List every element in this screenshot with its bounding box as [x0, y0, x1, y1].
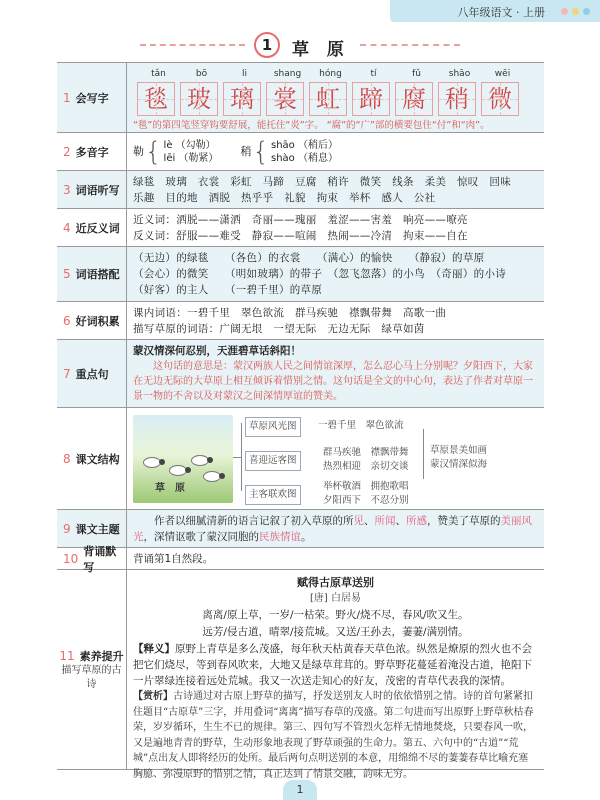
row-label — [57, 510, 127, 547]
row-key-sentence — [57, 340, 544, 408]
row-label — [57, 544, 127, 574]
pinyin: wēi — [494, 69, 511, 79]
connector — [233, 457, 241, 458]
row-title: 会写字 — [75, 91, 109, 105]
lesson-name: 草 原 — [292, 40, 350, 60]
study-table — [57, 62, 544, 780]
dictation-line: 绿毯 玻璃 衣裳 彩虹 马蹄 豆腐 稍许 微笑 线条 柔美 惊叹 回味 — [133, 176, 511, 188]
structure-phrase: 热烈相迎 亲切交谈 — [323, 461, 409, 472]
row-collocations — [57, 247, 544, 302]
char-box: 蹄 — [352, 82, 390, 116]
row-content — [127, 171, 544, 208]
poem-appreciation — [133, 689, 538, 782]
theme-highlight: 所感 — [406, 515, 427, 527]
row-title: 素养提升 — [79, 649, 124, 663]
page-number: 1 — [283, 780, 317, 800]
row-content — [127, 340, 544, 407]
scene-label: 草 原 — [155, 483, 185, 494]
row-number: 10 — [63, 551, 79, 566]
structure-phrase: 举杯敬酒 拥抱歌唱 — [323, 481, 409, 492]
row-label — [57, 408, 127, 509]
appreciation-text: 古诗通过对古原上野草的描写，抒发送别友人时的依依惜别之情。诗的首句紧紧扣住题目“古原草”三字，并用叠词“离离”描写春草的茂盛。第二句进而写出原野上野草秋枯春荣，岁岁循环，生生不已的规律。第三、四句写不管烈火怎样无情地焚烧，只要春风一吹，又是遍地青青的野草，生动形象地表现了野草顽强的生命力。第五、六句中的“古道”“荒城”点出友人即将经历的处所。最后两句点明送别的本意，用绵绵不尽的萋萋春草比喻充塞胸臆、弥漫原野的惜别之情，真正达到了情景交融，韵味无穷。 — [133, 691, 534, 780]
polyphone-reading: shào （稍息） — [270, 152, 338, 164]
row-title: 词语听写 — [75, 183, 120, 197]
grassland-picture — [133, 415, 233, 503]
row-title: 好词积累 — [75, 314, 120, 328]
char-grid — [137, 82, 538, 116]
char-box: 腐 — [395, 82, 433, 116]
good-words-line: 课内词语：一碧千里 翠色欲流 群马疾驰 襟飘带舞 高歌一曲 — [133, 307, 447, 319]
theme-highlight: 见 — [353, 515, 364, 527]
theme-highlight: 所闻 — [374, 515, 396, 527]
structure-summary: 草原景美如画 — [430, 445, 488, 456]
row-content — [127, 209, 544, 246]
pinyin: hóng — [319, 69, 342, 79]
lesson-title — [0, 30, 600, 60]
row-label — [57, 340, 127, 407]
polyphone-char: 稍 — [240, 144, 252, 158]
row-number: 5 — [63, 267, 71, 281]
char-box: 稍 — [438, 82, 476, 116]
row-number: 3 — [63, 182, 71, 197]
char-box: 毯 — [137, 82, 175, 116]
dot-2 — [572, 8, 579, 15]
brace-icon: { — [145, 136, 162, 167]
row-number: 6 — [63, 313, 71, 328]
poem-translation — [133, 641, 538, 689]
collocation-line: （好客）的主人 （一碧千里）的草原 — [133, 284, 323, 296]
header-bar — [390, 0, 600, 22]
dot-3 — [583, 8, 590, 15]
row-dictation — [57, 171, 544, 209]
structure-diagram — [133, 411, 538, 507]
dictation-line: 乐趣 目的地 洒脱 热乎乎 礼貌 拘束 举杯 感人 公社 — [133, 192, 436, 204]
row-literacy — [57, 570, 544, 780]
row-number: 7 — [63, 366, 71, 381]
pinyin: li — [241, 69, 247, 79]
row-content — [127, 510, 544, 547]
row-label — [57, 209, 127, 246]
row-number: 1 — [63, 90, 71, 105]
row-content — [127, 133, 544, 170]
char-box: 玻 — [180, 82, 218, 116]
pinyin: shāo — [448, 69, 471, 79]
poem-title: 赋得古原草送别 — [297, 576, 374, 589]
polyphone-char: 勒 — [133, 144, 144, 158]
row-synonyms — [57, 209, 544, 247]
polyphone-readings — [164, 139, 219, 165]
structure-phrase: 一碧千里 翠色欲流 — [318, 420, 404, 431]
theme-text: 。 — [301, 531, 312, 543]
theme-highlight: 民族情谊 — [259, 531, 301, 543]
structure-phrase: 群马疾驰 襟飘带舞 — [323, 447, 409, 458]
poem-author: [唐] 白居易 — [310, 593, 361, 604]
theme-text: ，赞美了草原的 — [427, 515, 501, 527]
recite-text: 背诵第1自然段。 — [133, 553, 214, 565]
translation-label: 【释义】 — [133, 643, 175, 655]
polyphone-group — [133, 136, 219, 167]
good-words-line: 描写草原的词语：广阔无垠 一望无际 无边无际 绿草如茵 — [133, 323, 425, 335]
structure-summary: 蒙汉情深似海 — [430, 459, 488, 470]
theme-text: 、 — [364, 515, 375, 527]
char-box: 虹 — [309, 82, 347, 116]
polyphone-reading: lè （勾勒） — [163, 139, 216, 151]
polyphone-readings — [271, 139, 338, 165]
row-number: 8 — [63, 451, 71, 466]
char-box: 裳 — [266, 82, 304, 116]
pinyin: tí — [370, 69, 377, 79]
theme-text: 作者以细腻清新的语言记叙了初入草原的所 — [154, 515, 354, 527]
theme-text: 、 — [395, 515, 406, 527]
row-title: 词语搭配 — [75, 268, 120, 281]
char-box: 微 — [481, 82, 519, 116]
pinyin-row — [137, 66, 538, 82]
row-structure — [57, 408, 544, 510]
row-number: 11 — [59, 648, 75, 663]
pinyin: tǎn — [151, 69, 166, 79]
row-recite — [57, 544, 544, 574]
row-title: 课文结构 — [75, 452, 120, 466]
row-title: 近反义词 — [75, 221, 120, 235]
row-content — [127, 570, 544, 780]
char-box: 璃 — [223, 82, 261, 116]
pinyin: fǔ — [412, 69, 421, 79]
decor-dots — [561, 8, 590, 15]
sheep-icon — [191, 455, 209, 466]
sheep-icon — [143, 457, 161, 468]
key-sentence-quote: 蒙汉情深何忍别，天涯碧草话斜阳！ — [133, 345, 301, 357]
row-title: 课文主题 — [75, 522, 120, 536]
polyphone-group — [240, 136, 338, 167]
row-write-chars — [57, 63, 544, 133]
pinyin: shang — [273, 69, 302, 79]
row-label — [57, 171, 127, 208]
theme-highlight: 美丽风光 — [133, 515, 532, 543]
collocation-line: （会心）的微笑 （明如玻璃）的带子 （忽飞忽落）的小鸟 （奇丽）的小诗 — [133, 268, 507, 280]
row-content — [127, 408, 544, 509]
row-title: 重点句 — [75, 367, 109, 381]
row-title: 背诵默写 — [83, 544, 117, 574]
theme-text: ，深情讴歌了蒙汉同胞的 — [143, 531, 259, 543]
polyphone-reading: shāo （稍后） — [270, 139, 338, 151]
synonym-line: 近义词：洒脱——潇洒 奇丽——瑰丽 羞涩——害羞 响亮——嘹亮 — [133, 214, 468, 226]
grade-label: 八年级语文 · 上册 — [457, 6, 545, 19]
row-content — [127, 302, 544, 339]
writing-tip: “毯”的第四笔竖穿钩要舒展，能托住“炎”字。 “腐”的“广”部的横要包住“付”和“肉”。 — [133, 120, 490, 131]
row-good-words — [57, 302, 544, 340]
antonym-line: 反义词：舒服——难受 静寂——喧闹 热闹——冷清 拘束——自在 — [133, 230, 468, 242]
row-label — [57, 302, 127, 339]
row-polyphones — [57, 133, 544, 171]
row-label — [57, 63, 127, 132]
sheep-icon — [203, 471, 221, 482]
structure-node: 喜迎远客图 — [245, 451, 301, 471]
polyphone-reading: lēi （勒紧） — [163, 152, 219, 164]
row-number: 2 — [63, 144, 71, 159]
translation-text: 原野上青草是多么茂盛，每年秋天枯黄春天草色浓。纵然是燎原的烈火也不会把它们烧尽，等到春风吹来，大地又是绿草茸茸的。野草野花蔓延着淹没古道，艳阳下一片翠绿连接着远处荒城。我又一次送走知心的好友，茂密的青草代表我的深情。 — [133, 643, 532, 687]
row-subtitle: 描写草原的古诗 — [61, 664, 122, 690]
row-content — [127, 63, 544, 132]
pinyin: bō — [195, 69, 208, 79]
connector — [241, 423, 242, 491]
appreciation-label: 【赏析】 — [133, 691, 173, 702]
title-divider-right — [360, 44, 460, 46]
structure-node: 草原风光图 — [245, 417, 301, 437]
row-title: 多音字 — [75, 145, 109, 159]
row-theme — [57, 510, 544, 548]
structure-node: 主客联欢图 — [245, 485, 301, 505]
connector — [423, 429, 424, 479]
key-sentence-explain: 这句话的意思是：蒙汉两族人民之间情谊深厚，怎么忍心马上分别呢？夕阳西下，大家在无边无际的大草原上相互倾诉着惜别之情。这句话是全文的中心句，表达了作者对草原一景一物的不舍以及对蒙汉之间深情厚谊的赞美。 — [133, 361, 533, 402]
row-label — [57, 247, 127, 301]
row-content — [127, 247, 544, 301]
title-divider-left — [140, 44, 245, 46]
sheep-icon — [169, 465, 187, 476]
poem-line: 远芳/侵古道，晴翠/接荒城。又送/王孙去，萋萋/满别情。 — [202, 626, 469, 638]
row-label — [57, 570, 127, 769]
collocation-line: （无边）的绿毯 （各色）的衣裳 （满心）的愉快 （静寂）的草原 — [133, 252, 485, 264]
structure-phrase: 夕阳西下 不忍分别 — [323, 495, 409, 506]
row-number: 9 — [63, 521, 71, 536]
lesson-number: 1 — [254, 32, 280, 58]
row-number: 4 — [63, 220, 71, 235]
poem-line: 离离/原上草，一岁/一枯荣。野火/烧不尽，春风/吹又生。 — [202, 609, 469, 621]
row-content — [127, 548, 544, 569]
brace-icon: { — [252, 136, 269, 167]
row-label — [57, 133, 127, 170]
dot-1 — [561, 8, 568, 15]
